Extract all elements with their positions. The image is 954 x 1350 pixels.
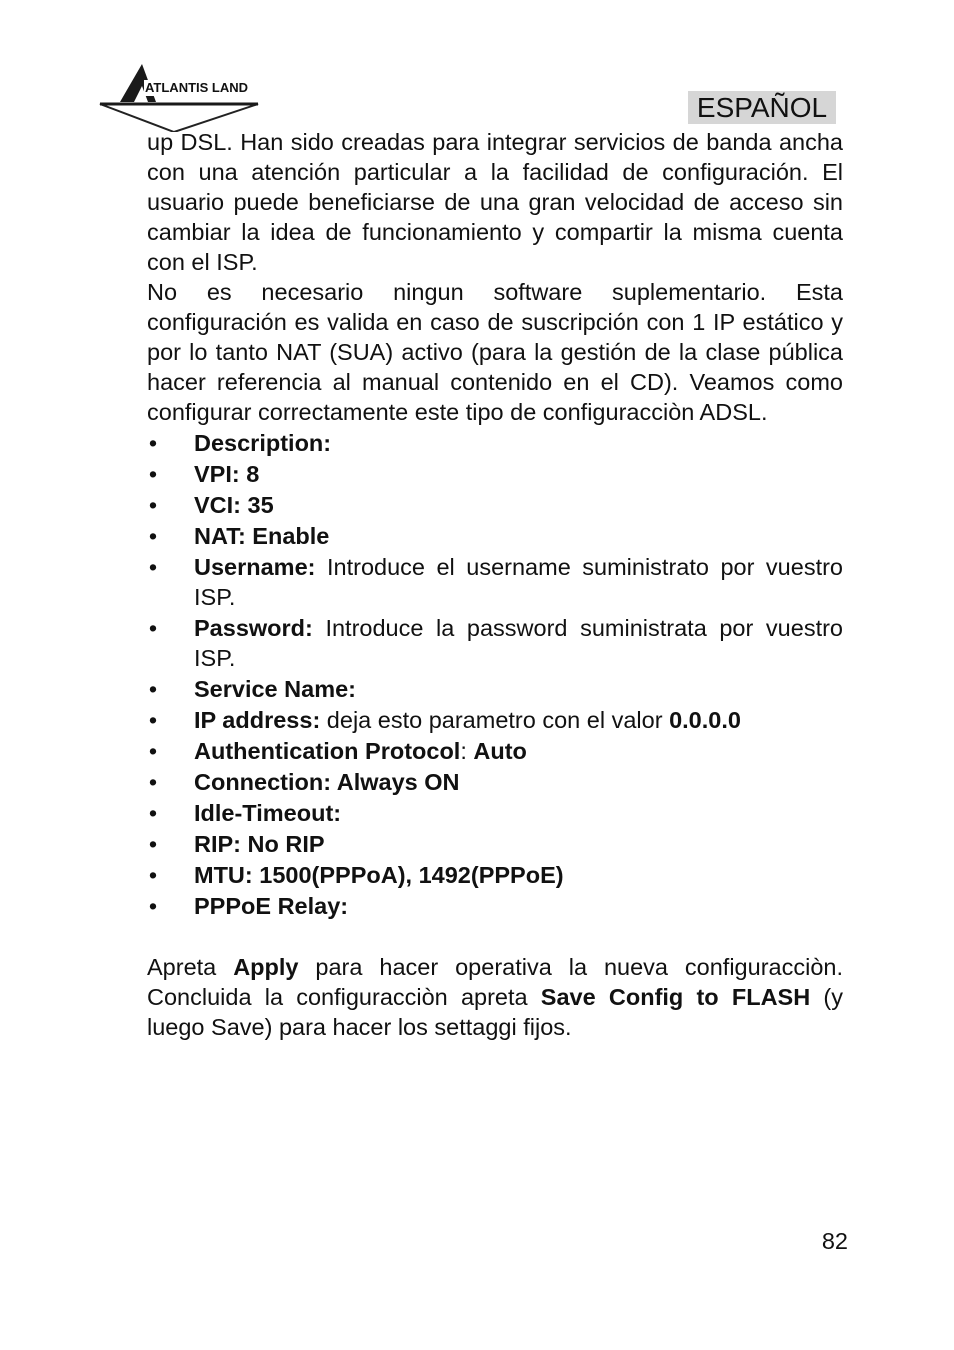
list-item: • Password: Introduce la password suministrata por vuestro ISP.: [148, 615, 843, 671]
intro-paragraph-2: No es necesario ningun software suplementario. Esta configuración es valida en caso de suscripción con 1 IP estático y por lo tanto NAT (SUA) activo (para la gestión de la clase pública hacer referencia al manual contenido en el CD). Veamos como configurar correctamente este tipo de configuracciòn ADSL.: [147, 279, 843, 425]
bullet-icon: •: [148, 769, 158, 795]
bullet-icon: •: [148, 615, 158, 641]
closing-paragraph: Apreta Apply para hacer operativa la nueva configuracciòn. Concluida la configuracciòn apreta Save Config to FLASH (y luego Save) para hacer los settaggi fijos.: [147, 954, 843, 1040]
settings-list: [147, 428, 843, 921]
bullet-icon: •: [148, 461, 158, 487]
list-item: • VPI: 8: [148, 461, 260, 487]
save-config-label: Save Config to FLASH: [540, 984, 811, 1010]
bullet-icon: •: [148, 676, 158, 702]
list-item: • NAT: Enable: [148, 523, 330, 549]
list-item: • Connection: Always ON: [148, 769, 460, 795]
bullet-icon: •: [148, 831, 158, 857]
bullet-icon: •: [148, 523, 158, 549]
list-item: • Authentication Protocol: Auto: [148, 738, 527, 764]
spacer: [147, 921, 843, 952]
bullet-icon: •: [148, 862, 158, 888]
list-item: • IP address: deja esto parametro con el valor 0.0.0.0: [148, 707, 741, 733]
intro-paragraph-1: up DSL. Han sido creadas para integrar servicios de banda ancha con una atención particular a la facilidad de configuración. El usuario puede beneficiarse de una gran velocidad de acceso sin cambiar la idea de funcionamiento y compartir la misma cuenta con el ISP.: [147, 129, 843, 275]
list-item: • Username: Introduce el username suministrato por vuestro ISP.: [148, 554, 843, 610]
bullet-icon: •: [148, 738, 158, 764]
atlantis-land-logo: [98, 60, 260, 132]
logo-text: ATLANTIS LAND: [145, 80, 249, 95]
bullet-icon: •: [148, 800, 158, 826]
list-item: • Description:: [148, 430, 332, 456]
bullet-icon: •: [148, 492, 158, 518]
logo-graphic: [98, 60, 260, 132]
list-item: • VCI: 35: [148, 492, 274, 518]
language-tag: ESPAÑOL: [688, 91, 836, 124]
list-item: • PPPoE Relay:: [148, 893, 349, 919]
list-item: • Idle-Timeout:: [148, 800, 342, 826]
page-number: 82: [821, 1228, 848, 1254]
list-item: • Service Name:: [148, 676, 356, 702]
page-content: [147, 127, 843, 1042]
bullet-icon: •: [148, 430, 158, 456]
bullet-icon: •: [148, 707, 158, 733]
bullet-icon: •: [148, 554, 158, 580]
bullet-icon: •: [148, 893, 158, 919]
apply-label: Apply: [233, 954, 299, 980]
list-item: • MTU: 1500(PPPoA), 1492(PPPoE): [148, 862, 564, 888]
list-item: • RIP: No RIP: [148, 831, 325, 857]
